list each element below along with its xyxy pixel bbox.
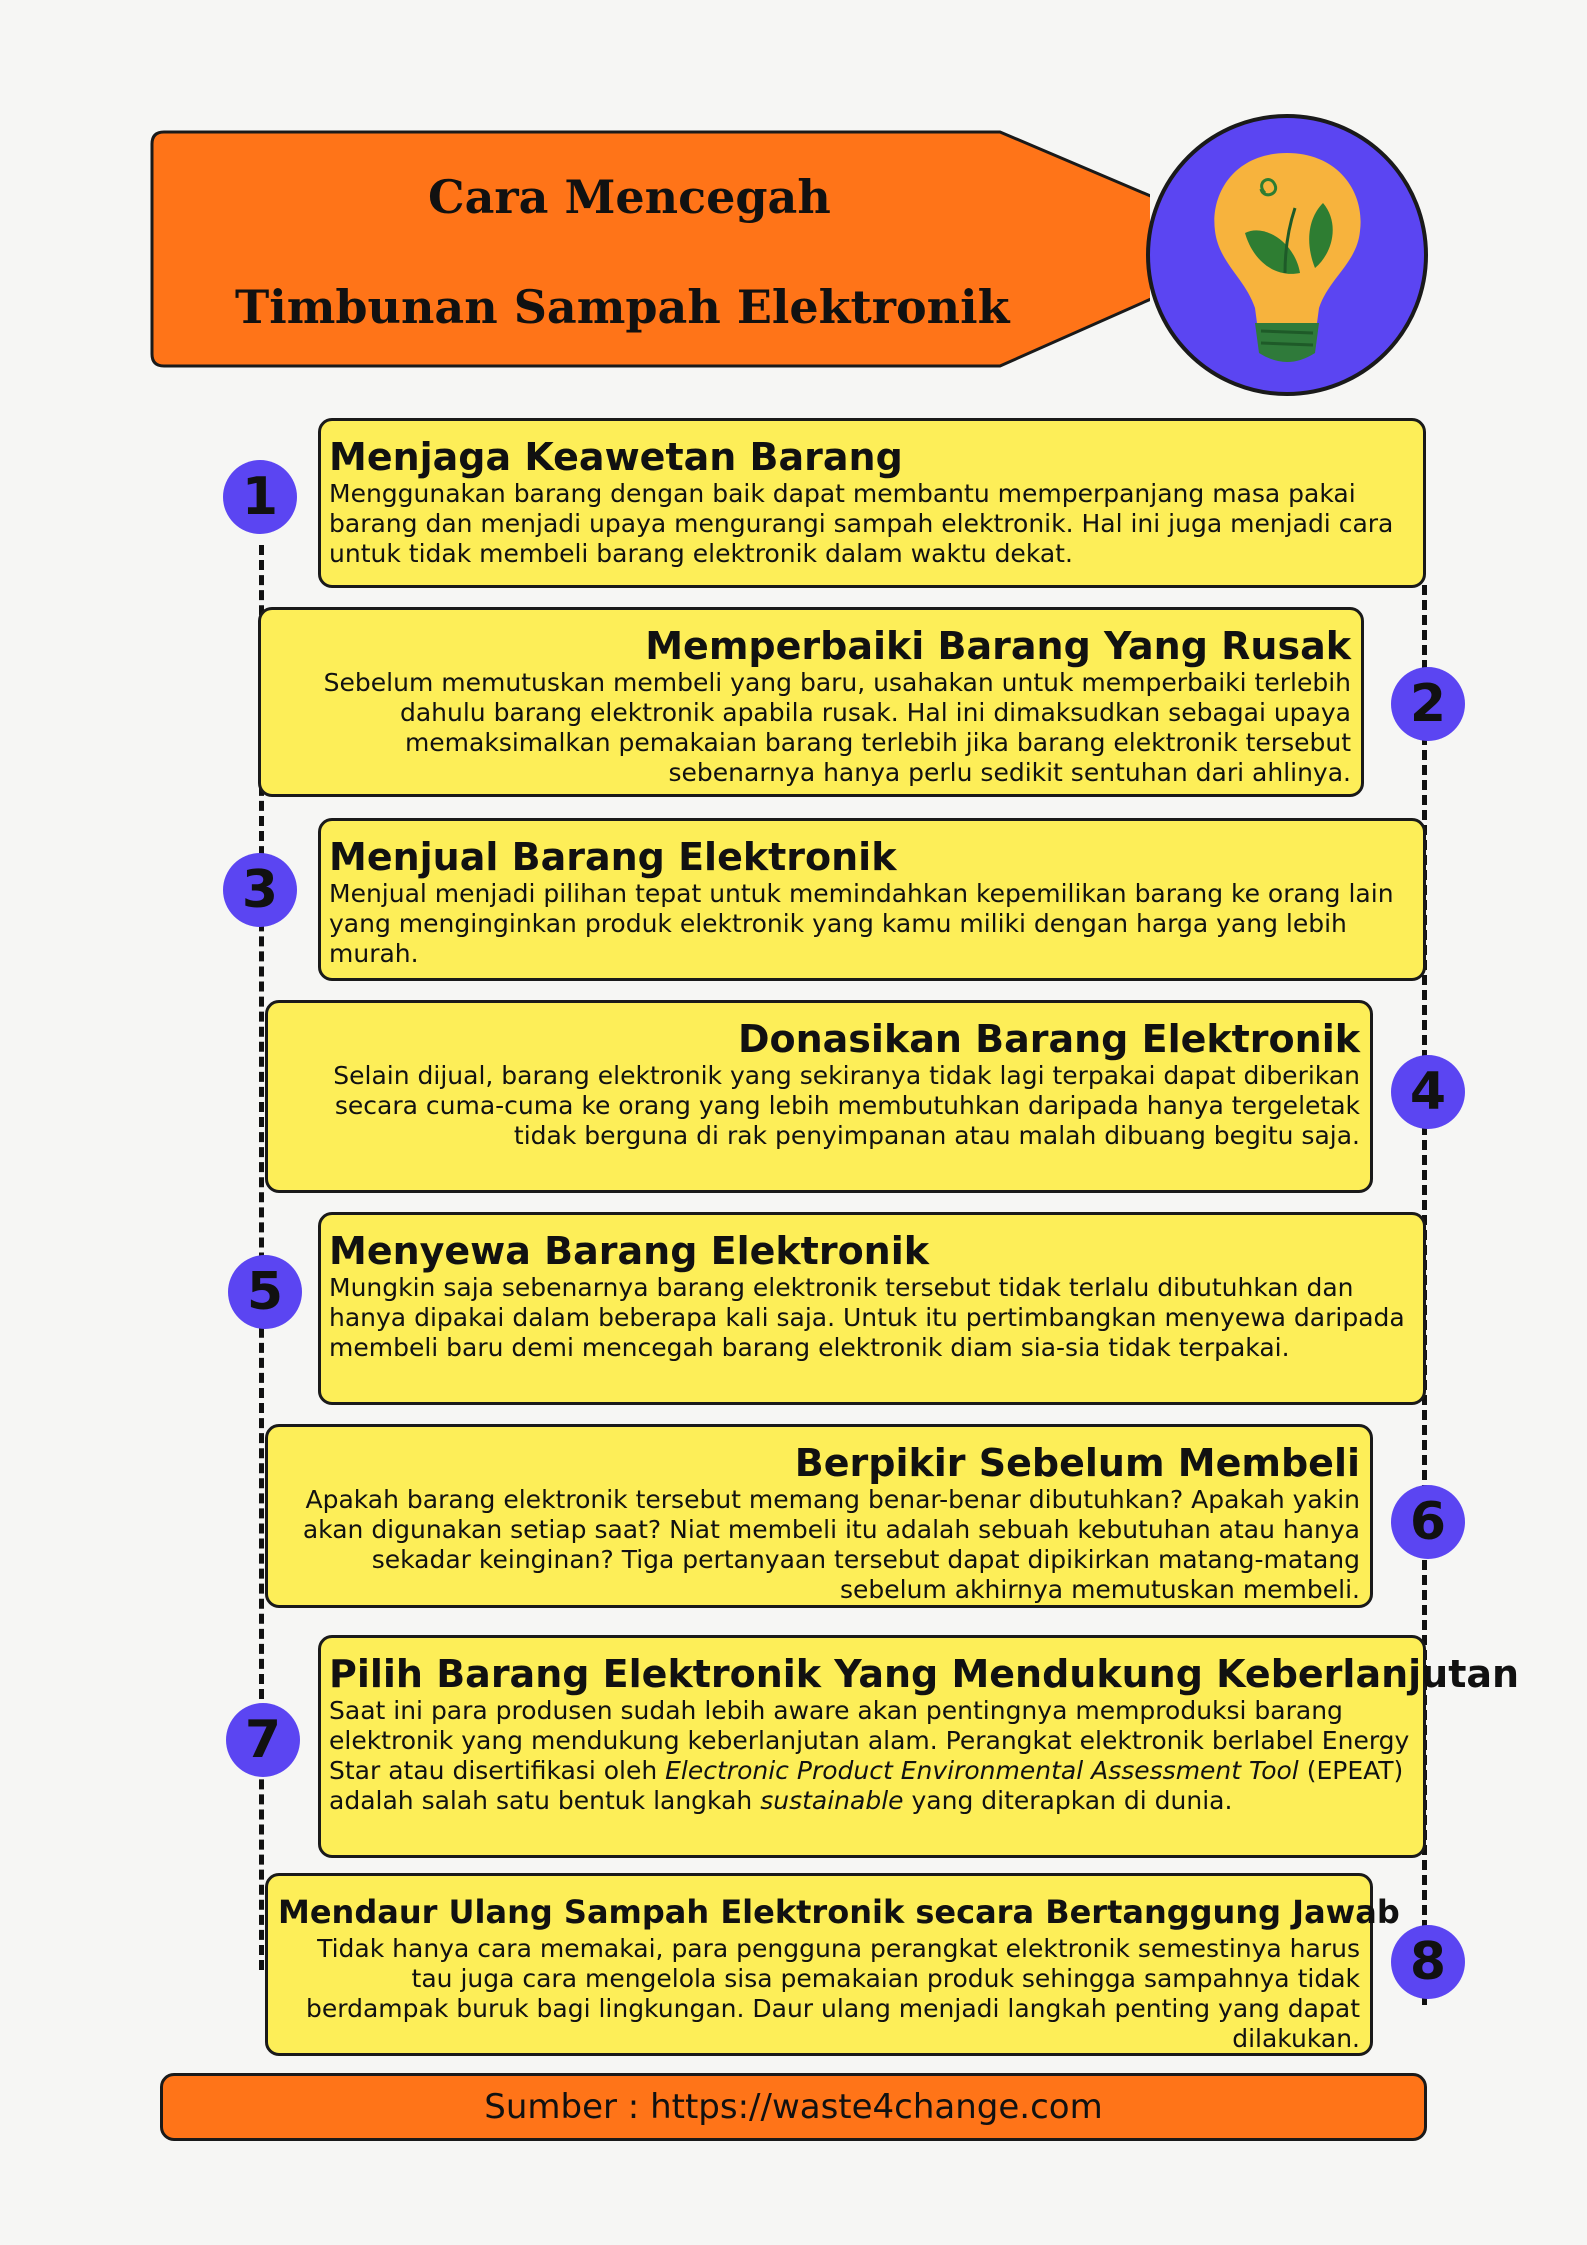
step-number-1: 1 (223, 460, 297, 534)
step-number-2: 2 (1391, 667, 1465, 741)
step-title: Berpikir Sebelum Membeli (794, 1441, 1360, 1485)
step-title: Donasikan Barang Elektronik (737, 1017, 1360, 1061)
header-banner (150, 130, 1150, 368)
step-body: Menjual menjadi pilihan tepat untuk memindahkan kepemilikan barang ke orang lain yang menginginkan produk elektronik yang kamu miliki dengan harga yang lebih murah. (329, 879, 1394, 968)
step-number-3: 3 (223, 853, 297, 927)
step-body: Apakah barang elektronik tersebut memang benar-benar dibutuhkan? Apakah yakin akan digunakan setiap saat? Niat membeli itu adalah sebuah kebutuhan atau hanya sekadar keinginan? Tiga pertanyaan tersebut dapat dipikirkan matang-matang sebelum akhirnya memutuskan membeli. (302, 1485, 1360, 1604)
page-title-line1: Cara Mencegah (428, 170, 831, 224)
step-card-5 (318, 1212, 1426, 1405)
step-number-4: 4 (1391, 1055, 1465, 1129)
step-card-1 (318, 418, 1426, 588)
step-number-8: 8 (1391, 1925, 1465, 1999)
step-number-7: 7 (226, 1703, 300, 1777)
step-body: Sebelum memutuskan membeli yang baru, usahakan untuk memperbaiki terlebih dahulu barang elektronik apabila rusak. Hal ini dimaksudkan sebagai upaya memaksimalkan pemakaian barang terlebih jika barang elektronik tersebut sebenarnya hanya perlu sedikit sentuhan dari ahlinya. (323, 668, 1351, 787)
step-card-4 (265, 1000, 1373, 1193)
page-title-line2: Timbunan Sampah Elektronik (235, 280, 1010, 334)
step-body: Menggunakan barang dengan baik dapat membantu memperpanjang masa pakai barang dan menjadi upaya mengurangi sampah elektronik. Hal ini juga menjadi cara untuk tidak membeli barang elektronik dalam waktu dekat. (329, 479, 1394, 568)
step-body: Selain dijual, barang elektronik yang sekiranya tidak lagi terpakai dapat diberikan secara cuma-cuma ke orang yang lebih membutuhkan daripada hanya tergeletak tidak berguna di rak penyimpanan atau malah dibuang begitu saja. (333, 1061, 1360, 1150)
source-footer: Sumber : https://waste4change.com (160, 2073, 1427, 2141)
step-card-8 (265, 1873, 1400, 2056)
step-card-3 (318, 818, 1426, 981)
lightbulb-leaf-icon (1145, 113, 1429, 397)
step-body: Tidak hanya cara memakai, para pengguna perangkat elektronik semestinya harus tau juga cara mengelola sisa pemakaian produk sehingga sampahnya tidak berdampak buruk bagi lingkungan. Daur ulang menjadi langkah penting yang dapat dilakukan. (306, 1934, 1360, 2053)
step-title: Mendaur Ulang Sampah Elektronik secara Bertanggung Jawab (278, 1893, 1400, 1931)
step-title: Menjaga Keawetan Barang (329, 435, 903, 479)
step-title: Menjual Barang Elektronik (329, 835, 897, 879)
step-card-2 (258, 607, 1364, 797)
step-body: Saat ini para produsen sudah lebih aware akan pentingnya memproduksi barang elektronik yang mendukung keberlanjutan alam. Perangkat elektronik berlabel Energy Star atau disertifikasi oleh Electronic Product Environmental Assessment Tool (EPEAT) adalah salah satu bentuk langkah sustainable yang diterapkan di dunia. (329, 1696, 1410, 1815)
step-card-6 (265, 1424, 1373, 1608)
step-number-6: 6 (1391, 1485, 1465, 1559)
step-number-5: 5 (228, 1255, 302, 1329)
step-card-7 (318, 1635, 1520, 1858)
step-title: Memperbaiki Barang Yang Rusak (645, 624, 1351, 668)
step-title: Pilih Barang Elektronik Yang Mendukung Keberlanjutan (329, 1652, 1520, 1696)
step-body: Mungkin saja sebenarnya barang elektronik tersebut tidak terlalu dibutuhkan dan hanya dipakai dalam beberapa kali saja. Untuk itu pertimbangkan menyewa daripada membeli baru demi mencegah barang elektronik diam sia-sia tidak terpakai. (329, 1273, 1405, 1362)
step-title: Menyewa Barang Elektronik (329, 1229, 930, 1273)
